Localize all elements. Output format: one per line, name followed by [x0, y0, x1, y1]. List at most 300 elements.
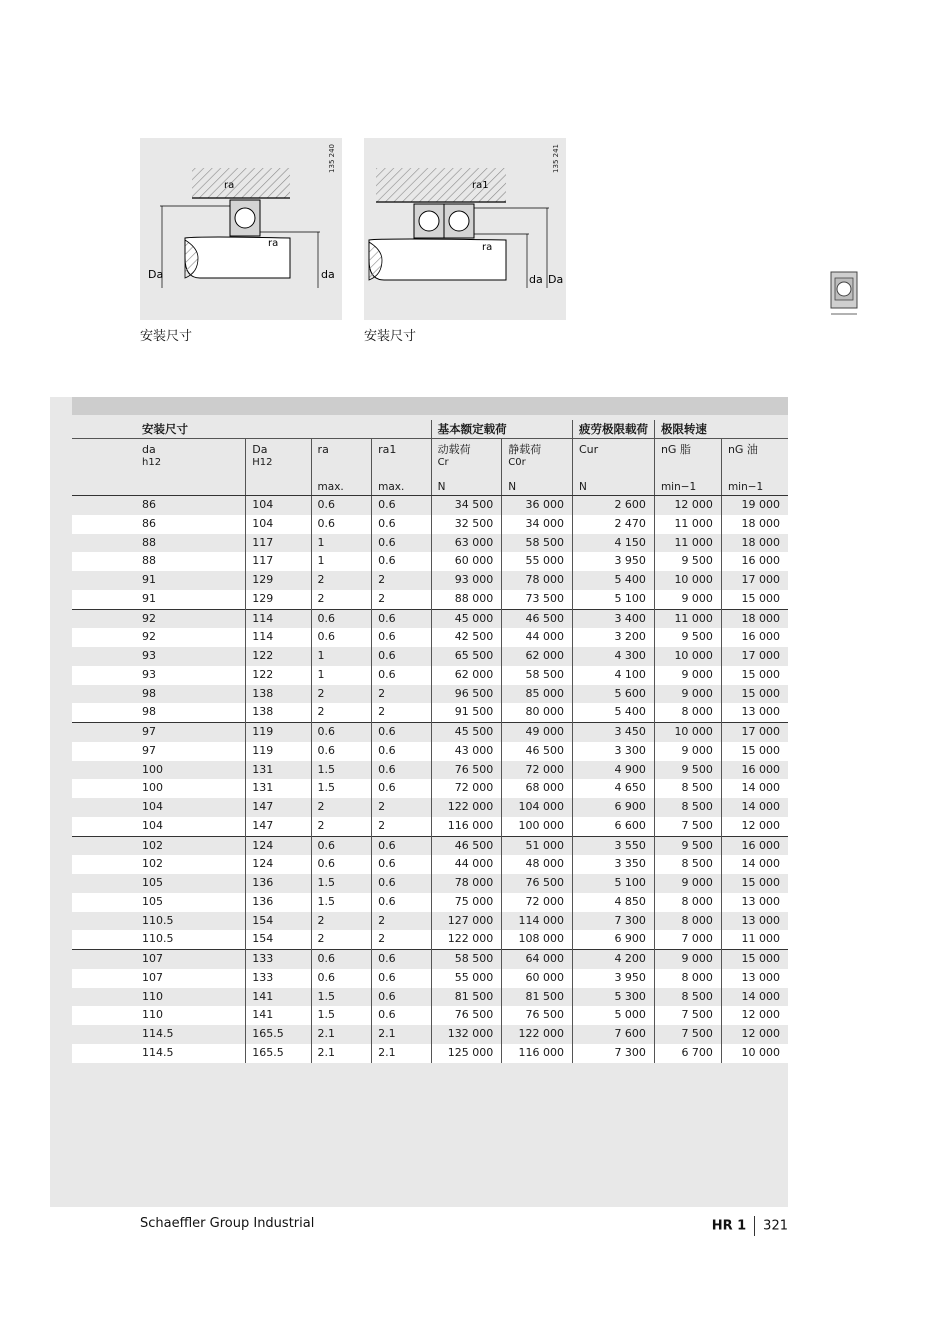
table-cell: 8 000 — [654, 969, 721, 988]
table-cell: 10 000 — [654, 571, 721, 590]
table-row — [72, 515, 788, 534]
table-cell: 8 000 — [654, 893, 721, 912]
table-cell: 116 000 — [502, 1044, 573, 1063]
column-header — [311, 439, 372, 496]
table-cell: 110 — [72, 988, 246, 1007]
table-cell: 14 000 — [721, 988, 788, 1007]
table-cell: 64 000 — [502, 950, 573, 969]
table-cell: 3 300 — [572, 742, 654, 761]
table-cell: 97 — [72, 742, 246, 761]
table-cell: 58 500 — [502, 534, 573, 553]
table-cell: 5 600 — [572, 685, 654, 704]
column-header — [431, 439, 502, 496]
table-cell: 46 500 — [502, 742, 573, 761]
table-row — [72, 817, 788, 836]
table-cell: 93 — [72, 666, 246, 685]
table-cell: 11 000 — [654, 515, 721, 534]
table-cell: 3 450 — [572, 723, 654, 742]
table-cell: 102 — [72, 836, 246, 855]
table-cell: 117 — [246, 534, 311, 553]
table-cell: 9 000 — [654, 685, 721, 704]
table-cell: 1.5 — [311, 874, 372, 893]
table-cell: 18 000 — [721, 534, 788, 553]
table-cell: 15 000 — [721, 590, 788, 609]
table-cell: 9 500 — [654, 761, 721, 780]
table-cell: 12 000 — [721, 817, 788, 836]
table-cell: 136 — [246, 874, 311, 893]
table-cell: 2.1 — [372, 1044, 431, 1063]
ra1-label: ra1 — [472, 180, 489, 191]
table-cell: 0.6 — [372, 836, 431, 855]
table-cell: 92 — [72, 609, 246, 628]
column-header-line2: H12 — [252, 457, 273, 468]
group-header-row — [72, 420, 788, 439]
table-cell: 16 000 — [721, 761, 788, 780]
table-cell: 102 — [72, 855, 246, 874]
table-cell: 45 500 — [431, 723, 502, 742]
table-cell: 2 — [311, 912, 372, 931]
Da-label: Da — [148, 268, 164, 281]
table-cell: 97 — [72, 723, 246, 742]
table-cell: 17 000 — [721, 571, 788, 590]
table-cell: 2 — [372, 930, 431, 949]
table-row — [72, 742, 788, 761]
column-header — [502, 439, 573, 496]
table-cell: 10 000 — [654, 647, 721, 666]
table-cell: 133 — [246, 969, 311, 988]
table-row — [72, 969, 788, 988]
da-label: da — [321, 268, 335, 281]
table-cell: 105 — [72, 874, 246, 893]
table-cell: 76 500 — [502, 1006, 573, 1025]
table-cell: 9 500 — [654, 836, 721, 855]
table-row — [72, 590, 788, 609]
table-cell: 1 — [311, 647, 372, 666]
table-cell: 131 — [246, 761, 311, 780]
column-header-label: nG 脂 — [660, 443, 691, 456]
table-cell: 114.5 — [72, 1025, 246, 1044]
catalog-code: HR 1 — [711, 1218, 747, 1234]
table-cell: 11 000 — [654, 609, 721, 628]
footer-divider — [754, 1216, 755, 1236]
table-cell: 2 — [311, 798, 372, 817]
column-unit: min−1 — [660, 481, 697, 493]
group-mounting: 安装尺寸 — [72, 420, 431, 439]
table-cell: 2 — [311, 685, 372, 704]
table-cell: 36 000 — [502, 496, 573, 515]
table-cell: 15 000 — [721, 874, 788, 893]
table-cell: 0.6 — [372, 1006, 431, 1025]
table-cell: 100 — [72, 779, 246, 798]
table-cell: 62 000 — [431, 666, 502, 685]
mounting-diagram-single — [140, 138, 342, 320]
table-cell: 8 500 — [654, 779, 721, 798]
table-cell: 122 000 — [502, 1025, 573, 1044]
table-cell: 7 500 — [654, 1025, 721, 1044]
table-cell: 3 950 — [572, 552, 654, 571]
table-row — [72, 836, 788, 855]
table-cell: 0.6 — [311, 515, 372, 534]
table-cell: 8 000 — [654, 703, 721, 722]
table-cell: 1.5 — [311, 779, 372, 798]
table-cell: 6 900 — [572, 798, 654, 817]
table-cell: 107 — [72, 969, 246, 988]
table-cell: 60 000 — [502, 969, 573, 988]
table-cell: 13 000 — [721, 893, 788, 912]
table-cell: 15 000 — [721, 742, 788, 761]
column-header-label: ra — [317, 443, 329, 456]
table-cell: 76 500 — [431, 761, 502, 780]
table-cell: 119 — [246, 723, 311, 742]
table-cell: 0.6 — [311, 969, 372, 988]
table-cell: 46 500 — [502, 609, 573, 628]
table-cell: 4 100 — [572, 666, 654, 685]
table-cell: 10 000 — [721, 1044, 788, 1063]
table-cell: 114 — [246, 609, 311, 628]
table-cell: 13 000 — [721, 703, 788, 722]
column-header — [372, 439, 431, 496]
table-cell: 127 000 — [431, 912, 502, 931]
table-row — [72, 798, 788, 817]
figure-caption: 安装尺寸 — [140, 329, 193, 344]
table-cell: 1 — [311, 552, 372, 571]
table-cell: 8 000 — [654, 912, 721, 931]
table-cell: 5 400 — [572, 703, 654, 722]
table-cell: 6 900 — [572, 930, 654, 949]
page-number: 321 — [763, 1218, 788, 1234]
table-cell: 2 470 — [572, 515, 654, 534]
table-cell: 16 000 — [721, 836, 788, 855]
table-cell: 3 350 — [572, 855, 654, 874]
table-cell: 16 000 — [721, 552, 788, 571]
table-row — [72, 666, 788, 685]
table-cell: 104 — [246, 515, 311, 534]
table-row — [72, 703, 788, 722]
table-cell: 55 000 — [502, 552, 573, 571]
table-cell: 110.5 — [72, 912, 246, 931]
table-cell: 124 — [246, 855, 311, 874]
table-cell: 86 — [72, 515, 246, 534]
column-unit: N — [437, 481, 446, 493]
table-cell: 2 — [311, 590, 372, 609]
table-cell: 5 000 — [572, 1006, 654, 1025]
table-cell: 117 — [246, 552, 311, 571]
table-cell: 2.1 — [311, 1044, 372, 1063]
table-cell: 7 500 — [654, 817, 721, 836]
figure-caption: 安装尺寸 — [364, 329, 417, 344]
column-header-line2: h12 — [142, 457, 162, 468]
table-row — [72, 930, 788, 949]
table-cell: 58 500 — [502, 666, 573, 685]
table-cell: 60 000 — [431, 552, 502, 571]
table-cell: 0.6 — [372, 609, 431, 628]
column-header — [572, 439, 654, 496]
table-cell: 1.5 — [311, 893, 372, 912]
table-cell: 93 000 — [431, 571, 502, 590]
table-cell: 91 — [72, 590, 246, 609]
table-cell: 147 — [246, 798, 311, 817]
footer-page-info — [712, 1216, 788, 1236]
table-cell: 6 700 — [654, 1044, 721, 1063]
table-cell: 48 000 — [502, 855, 573, 874]
table-cell: 0.6 — [372, 552, 431, 571]
table-cell: 75 000 — [431, 893, 502, 912]
table-cell: 129 — [246, 590, 311, 609]
table-cell: 86 — [72, 496, 246, 515]
table-cell: 9 000 — [654, 742, 721, 761]
table-row — [72, 534, 788, 553]
table-cell: 58 500 — [431, 950, 502, 969]
table-row — [72, 761, 788, 780]
table-row — [72, 571, 788, 590]
table-cell: 5 300 — [572, 988, 654, 1007]
table-cell: 0.6 — [311, 950, 372, 969]
table-cell: 1.5 — [311, 1006, 372, 1025]
table-cell: 34 500 — [431, 496, 502, 515]
table-cell: 0.6 — [372, 647, 431, 666]
table-cell: 51 000 — [502, 836, 573, 855]
table-cell: 154 — [246, 930, 311, 949]
table-cell: 105 — [72, 893, 246, 912]
table-row — [72, 779, 788, 798]
table-cell: 2.1 — [311, 1025, 372, 1044]
table-cell: 91 — [72, 571, 246, 590]
table-cell: 122 — [246, 647, 311, 666]
table-cell: 110.5 — [72, 930, 246, 949]
table-cell: 0.6 — [372, 534, 431, 553]
table-cell: 44 000 — [431, 855, 502, 874]
column-header-label: ra1 — [378, 443, 397, 456]
group-speeds: 极限转速 — [654, 420, 788, 439]
table-cell: 2 — [372, 912, 431, 931]
table-row — [72, 1025, 788, 1044]
table-cell: 72 000 — [502, 893, 573, 912]
table-cell: 2.1 — [372, 1025, 431, 1044]
table-cell: 125 000 — [431, 1044, 502, 1063]
table-cell: 154 — [246, 912, 311, 931]
table-row — [72, 496, 788, 515]
Da-label: Da — [548, 273, 564, 286]
table-cell: 17 000 — [721, 723, 788, 742]
table-cell: 15 000 — [721, 685, 788, 704]
table-cell: 4 900 — [572, 761, 654, 780]
table-row — [72, 647, 788, 666]
table-cell: 14 000 — [721, 855, 788, 874]
ra-bottom-label: ra — [268, 238, 279, 249]
table-cell: 0.6 — [372, 855, 431, 874]
table-cell: 7 600 — [572, 1025, 654, 1044]
table-cell: 78 000 — [502, 571, 573, 590]
column-header — [72, 439, 246, 496]
column-unit: N — [508, 481, 517, 493]
table-cell: 0.6 — [372, 969, 431, 988]
table-row — [72, 723, 788, 742]
table-cell: 88 — [72, 552, 246, 571]
table-cell: 7 300 — [572, 912, 654, 931]
da-label: da — [529, 273, 543, 286]
table-cell: 6 600 — [572, 817, 654, 836]
column-header-line2: C0r — [508, 457, 526, 468]
table-cell: 108 000 — [502, 930, 573, 949]
table-cell: 4 650 — [572, 779, 654, 798]
table-cell: 76 500 — [502, 874, 573, 893]
table-cell: 104 000 — [502, 798, 573, 817]
table-cell: 96 500 — [431, 685, 502, 704]
figure-code: 135 241 — [552, 144, 560, 173]
table-cell: 10 000 — [654, 723, 721, 742]
table-cell: 12 000 — [721, 1025, 788, 1044]
table-cell: 138 — [246, 685, 311, 704]
ra-top-label: ra — [224, 180, 235, 191]
column-header-label: Da — [252, 443, 268, 456]
table-cell: 104 — [72, 817, 246, 836]
table-cell: 15 000 — [721, 950, 788, 969]
table-cell: 7 000 — [654, 930, 721, 949]
table-cell: 98 — [72, 703, 246, 722]
table-row — [72, 628, 788, 647]
table-cell: 0.6 — [372, 496, 431, 515]
table-cell: 132 000 — [431, 1025, 502, 1044]
table-cell: 0.6 — [311, 855, 372, 874]
table-cell: 34 000 — [502, 515, 573, 534]
table-cell: 5 100 — [572, 874, 654, 893]
figure-code: 135 240 — [328, 144, 336, 173]
table-cell: 2 600 — [572, 496, 654, 515]
column-header-line2: Cr — [437, 457, 449, 468]
column-header-label: 动载荷 — [437, 443, 471, 456]
table-cell: 17 000 — [721, 647, 788, 666]
column-header-row — [72, 439, 788, 496]
table-cell: 9 000 — [654, 950, 721, 969]
table-cell: 2 — [311, 703, 372, 722]
table-cell: 7 300 — [572, 1044, 654, 1063]
table-cell: 114 — [246, 628, 311, 647]
table-cell: 16 000 — [721, 628, 788, 647]
table-cell: 119 — [246, 742, 311, 761]
table-row — [72, 912, 788, 931]
table-cell: 114 000 — [502, 912, 573, 931]
table-cell: 8 500 — [654, 988, 721, 1007]
table-cell: 19 000 — [721, 496, 788, 515]
table-cell: 141 — [246, 988, 311, 1007]
table-cell: 3 400 — [572, 609, 654, 628]
table-row — [72, 609, 788, 628]
table-cell: 100 000 — [502, 817, 573, 836]
column-unit: min−1 — [727, 481, 764, 493]
table-cell: 122 000 — [431, 798, 502, 817]
table-cell: 72 000 — [502, 761, 573, 780]
table-cell: 13 000 — [721, 969, 788, 988]
table-cell: 0.6 — [372, 515, 431, 534]
table-cell: 8 500 — [654, 798, 721, 817]
table-cell: 0.6 — [372, 761, 431, 780]
table-cell: 73 500 — [502, 590, 573, 609]
table-cell: 15 000 — [721, 666, 788, 685]
table-cell: 98 — [72, 685, 246, 704]
table-cell: 0.6 — [372, 950, 431, 969]
table-cell: 0.6 — [372, 742, 431, 761]
table-cell: 104 — [72, 798, 246, 817]
table-cell: 141 — [246, 1006, 311, 1025]
table-row — [72, 855, 788, 874]
table-cell: 131 — [246, 779, 311, 798]
table-cell: 165.5 — [246, 1025, 311, 1044]
table-cell: 0.6 — [372, 874, 431, 893]
table-cell: 13 000 — [721, 912, 788, 931]
table-cell: 4 850 — [572, 893, 654, 912]
table-cell: 136 — [246, 893, 311, 912]
table-cell: 32 500 — [431, 515, 502, 534]
table-cell: 65 500 — [431, 647, 502, 666]
table-cell: 114.5 — [72, 1044, 246, 1063]
table-cell: 8 500 — [654, 855, 721, 874]
footer-company: Schaeffler Group Industrial — [140, 1216, 315, 1231]
table-cell: 1.5 — [311, 988, 372, 1007]
table-cell: 46 500 — [431, 836, 502, 855]
table-cell: 0.6 — [372, 893, 431, 912]
table-cell: 9 000 — [654, 874, 721, 893]
table-cell: 4 200 — [572, 950, 654, 969]
table-cell: 2 — [311, 571, 372, 590]
table-cell: 88 000 — [431, 590, 502, 609]
table-cell: 14 000 — [721, 779, 788, 798]
table-cell: 2 — [311, 930, 372, 949]
table-cell: 122 — [246, 666, 311, 685]
table-cell: 116 000 — [431, 817, 502, 836]
table-cell: 0.6 — [372, 779, 431, 798]
table-cell: 110 — [72, 1006, 246, 1025]
table-cell: 11 000 — [721, 930, 788, 949]
table-cell: 62 000 — [502, 647, 573, 666]
table-row — [72, 950, 788, 969]
group-load-ratings: 基本额定载荷 — [431, 420, 572, 439]
table-cell: 81 500 — [431, 988, 502, 1007]
table-cell: 9 500 — [654, 552, 721, 571]
table-cell: 55 000 — [431, 969, 502, 988]
column-header — [721, 439, 788, 496]
table-cell: 72 000 — [431, 779, 502, 798]
table-row — [72, 1006, 788, 1025]
column-unit: N — [578, 481, 587, 493]
table-cell: 14 000 — [721, 798, 788, 817]
paired-bearing-mounting-icon — [364, 138, 566, 320]
table-cell: 0.6 — [311, 742, 372, 761]
table-cell: 88 — [72, 534, 246, 553]
table-cell: 9 000 — [654, 590, 721, 609]
table-cell: 93 — [72, 647, 246, 666]
column-unit: max. — [317, 481, 344, 493]
table-cell: 2 — [372, 590, 431, 609]
table-row — [72, 988, 788, 1007]
table-cell: 76 500 — [431, 1006, 502, 1025]
table-cell: 0.6 — [311, 836, 372, 855]
column-header — [654, 439, 721, 496]
table-row — [72, 552, 788, 571]
table-cell: 0.6 — [372, 723, 431, 742]
table-cell: 49 000 — [502, 723, 573, 742]
single-bearing-mounting-icon — [140, 138, 342, 320]
column-header-label: da — [142, 443, 156, 456]
table-cell: 2 — [311, 817, 372, 836]
table-cell: 1.5 — [311, 761, 372, 780]
table-cell: 2 — [372, 571, 431, 590]
table-cell: 1 — [311, 666, 372, 685]
column-header-label: Cur — [578, 443, 599, 456]
table-cell: 2 — [372, 685, 431, 704]
table-cell: 80 000 — [502, 703, 573, 722]
table-cell: 43 000 — [431, 742, 502, 761]
table-cell: 0.6 — [311, 609, 372, 628]
